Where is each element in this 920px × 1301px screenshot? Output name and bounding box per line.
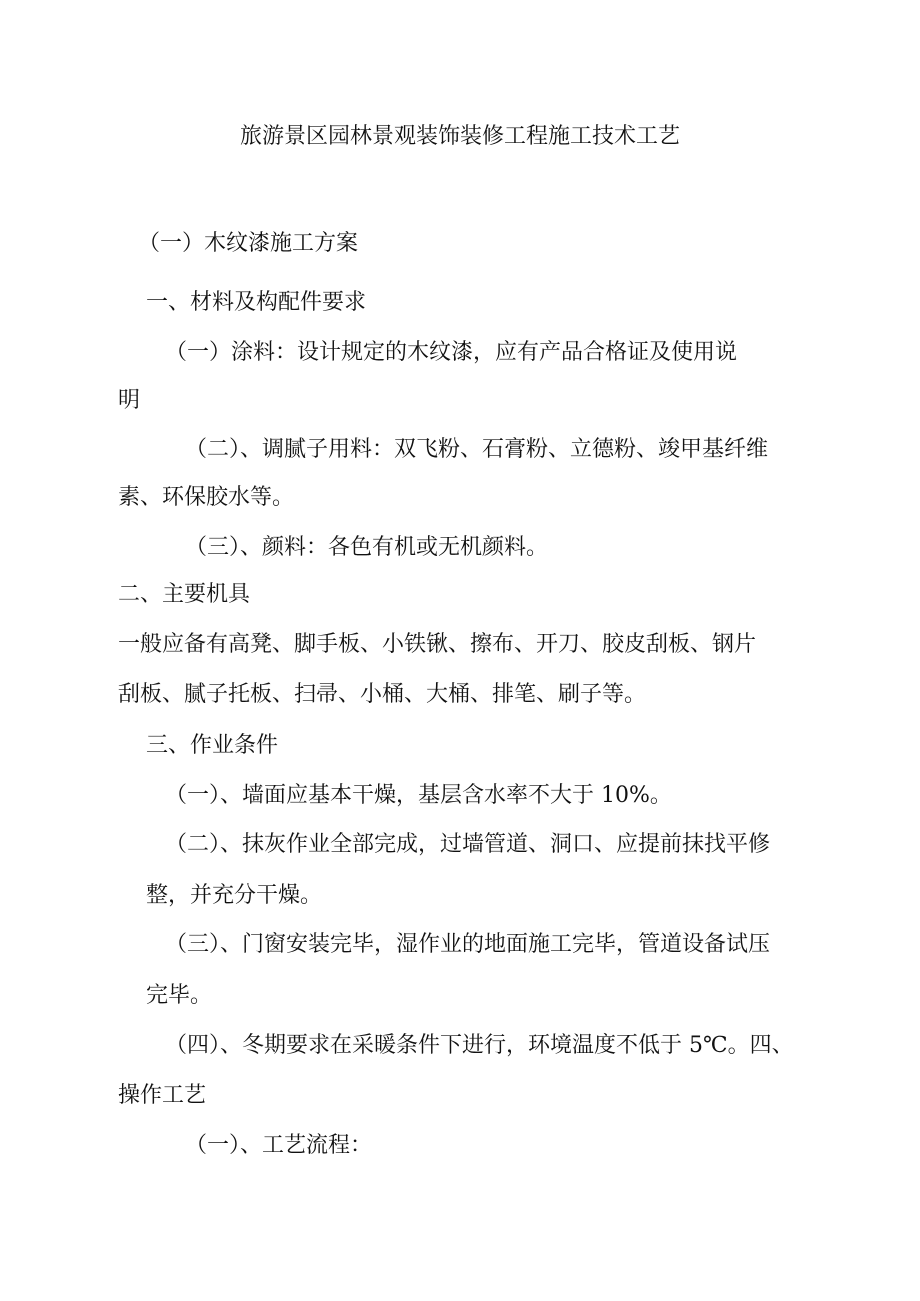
paragraph-condition-4-line1: （四）、冬期要求在采暖条件下进行，环境温度不低于 5℃。四、 [165, 1033, 794, 1058]
paragraph-putty-line2: 素、环保胶水等。 [118, 485, 295, 510]
paragraph-condition-2-line1: （二）、抹灰作业全部完成，过墙管道、洞口、应提前抹找平修 [165, 832, 771, 857]
paragraph-coating-line2: 明 [118, 388, 141, 413]
heading-operation-process: 操作工艺 [118, 1083, 207, 1108]
paragraph-condition-1: （一）、墙面应基本干燥，基层含水率不大于 10%。 [165, 783, 672, 808]
document-title: 旅游景区园林景观装饰装修工程施工技术工艺 [239, 124, 680, 149]
paragraph-condition-2-line2: 整，并充分干燥。 [146, 883, 323, 908]
paragraph-process-flow: （一）、工艺流程： [185, 1133, 373, 1158]
paragraph-condition-3-line2: 完毕。 [146, 983, 213, 1008]
section-heading-wood-grain-plan: （一）木纹漆施工方案 [138, 231, 359, 256]
heading-materials: 一、材料及构配件要求 [146, 290, 367, 315]
paragraph-coating-line1: （一）涂料：设计规定的木纹漆，应有产品合格证及使用说 [165, 340, 738, 365]
heading-work-conditions: 三、作业条件 [146, 733, 279, 758]
heading-main-tools: 二、主要机具 [118, 582, 251, 607]
paragraph-condition-3-line1: （三）、门窗安装完毕，湿作业的地面施工完毕，管道设备试压 [165, 932, 771, 957]
paragraph-pigment: （三）、颜料：各色有机或无机颜料。 [185, 535, 549, 560]
paragraph-putty-line1: （二）、调腻子用料：双飞粉、石膏粉、立德粉、竣甲基纤维 [185, 437, 769, 462]
paragraph-tools-line1: 一般应备有高凳、脚手板、小铁锹、擦布、开刀、胶皮刮板、钢片 [118, 632, 757, 657]
paragraph-tools-line2: 刮板、腻子托板、扫帚、小桶、大桶、排笔、刷子等。 [118, 682, 647, 707]
